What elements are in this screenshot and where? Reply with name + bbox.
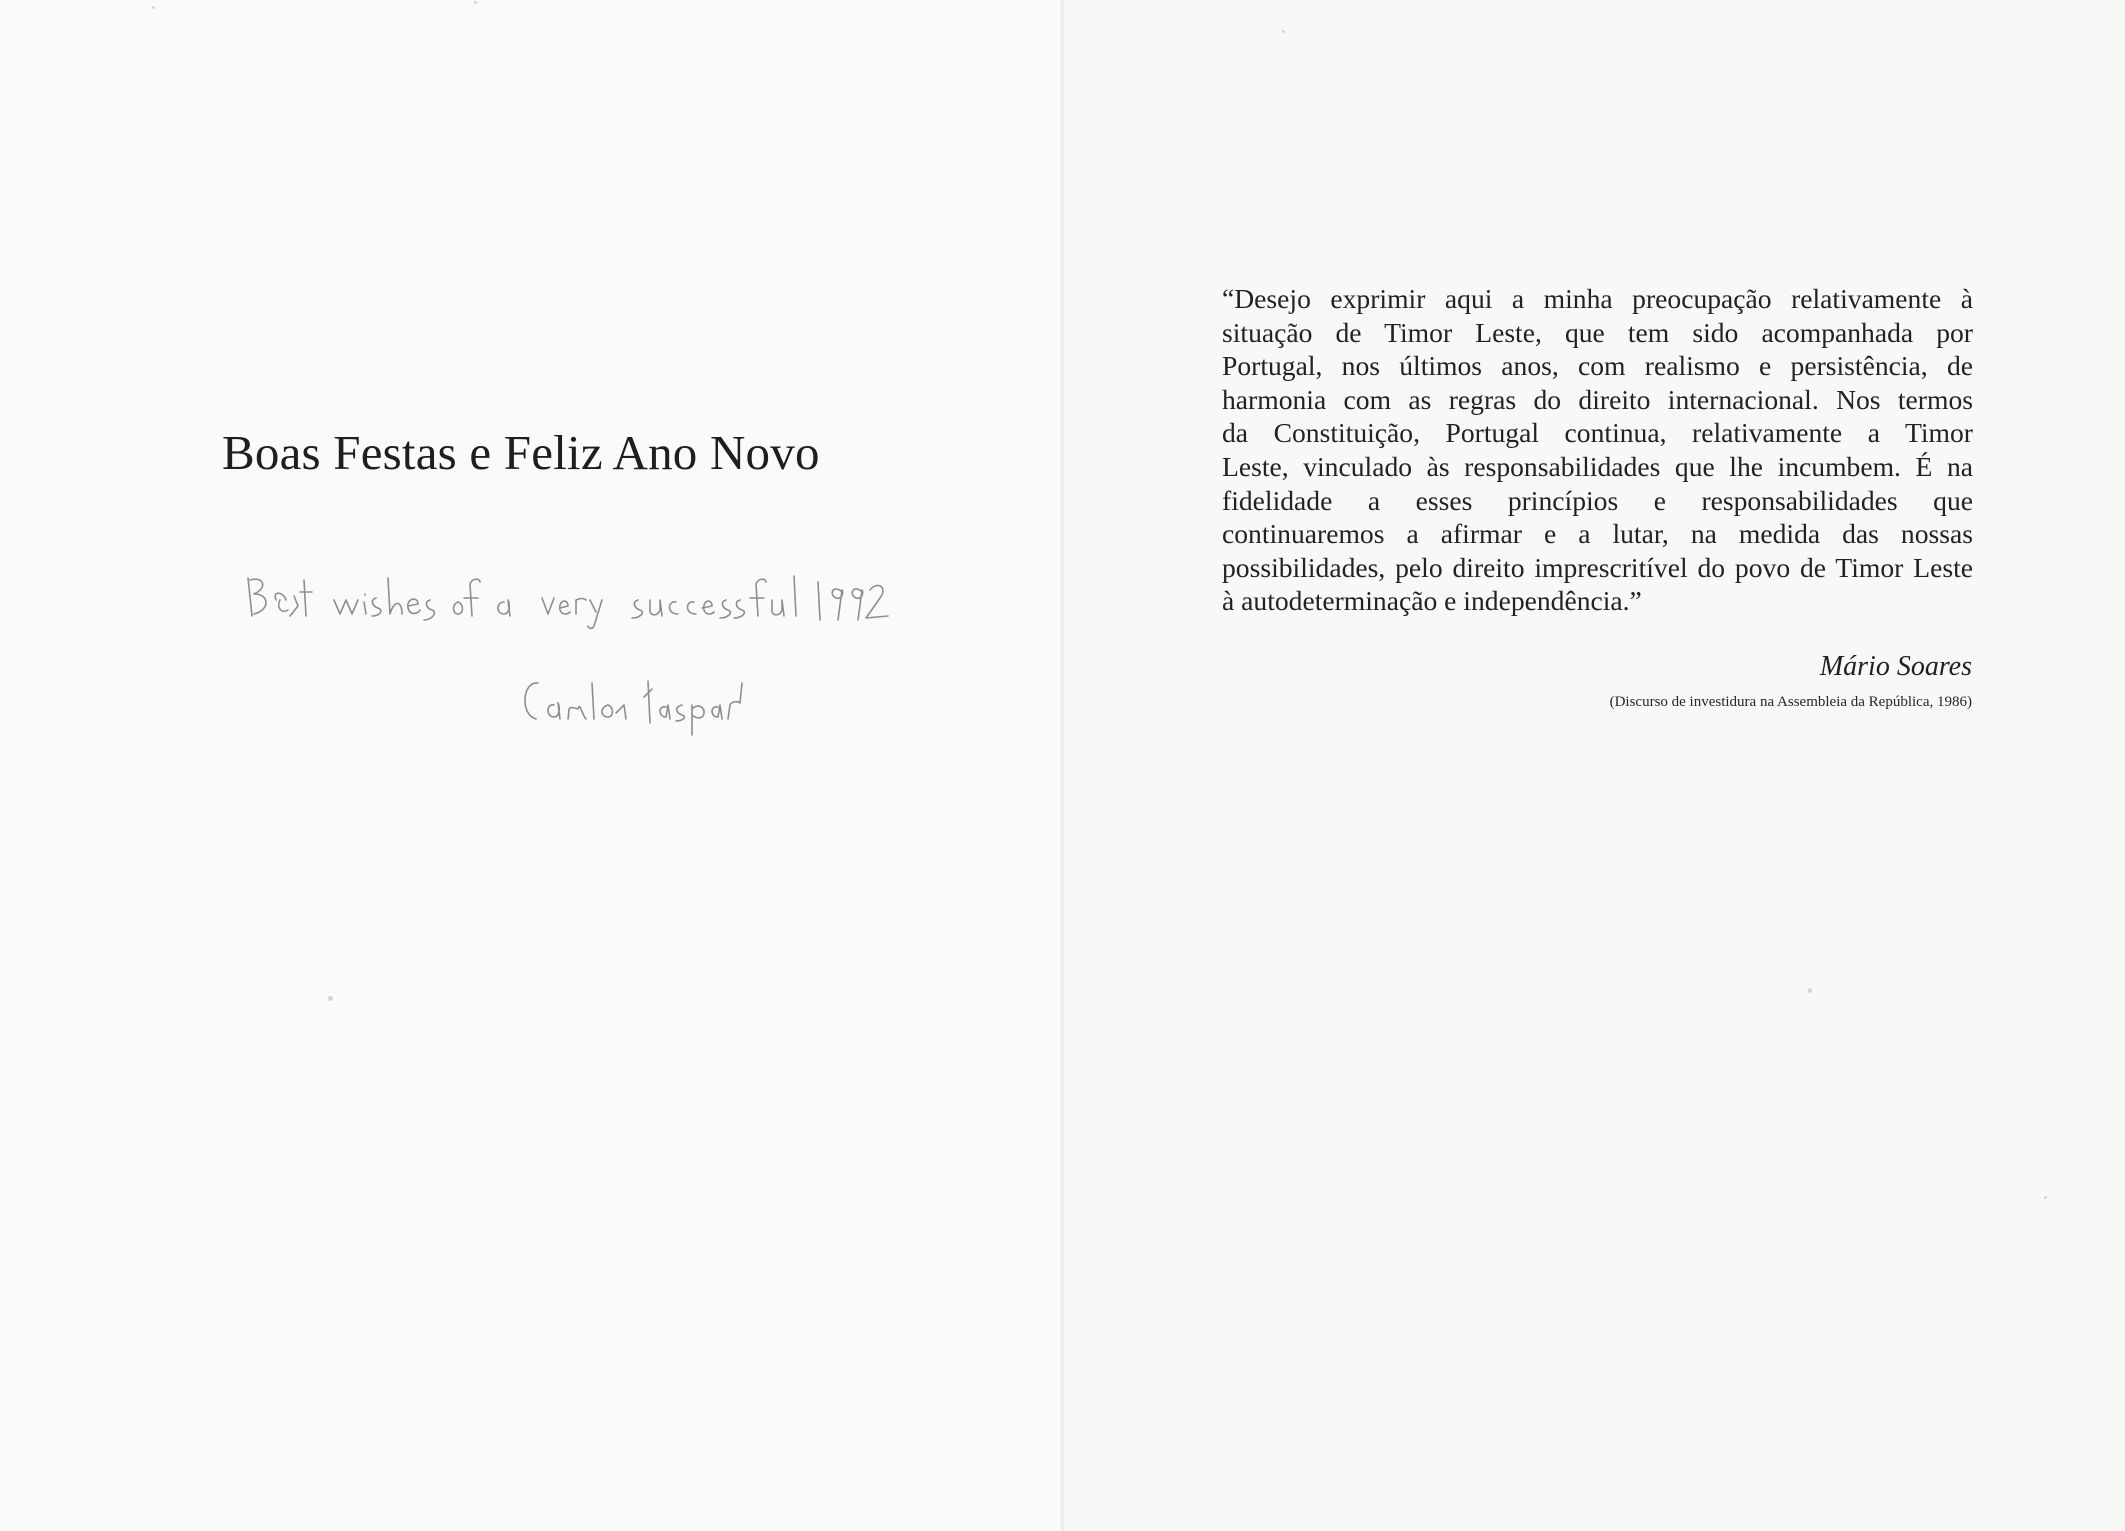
handwritten-message	[246, 570, 866, 630]
quote-block	[1222, 282, 1973, 618]
paper-speck	[1282, 30, 1285, 33]
paper-speck	[152, 6, 155, 9]
quote-line: “Desejo exprimir aqui a minha preocupação relativamente à	[1222, 283, 1973, 314]
quote-line: da Constituição, Portugal continua, relativamente a Timor	[1222, 417, 1973, 449]
greeting-title: Boas Festas e Feliz Ano Novo	[222, 425, 820, 480]
quote-line: Leste, vinculado às responsabilidades que lhe incumbem. É na	[1222, 450, 1973, 482]
handwritten-signature	[520, 675, 760, 735]
quote-line: fidelidade a esses princípios e responsabilidades que	[1222, 484, 1973, 516]
paper-speck	[474, 1, 477, 4]
right-panel	[1064, 0, 2125, 1531]
paper-speck	[2044, 1196, 2047, 1199]
quote-author: Mário Soares	[1819, 651, 1972, 682]
paper-speck	[328, 996, 333, 1001]
quote-line: continuaremos a afirmar e a lutar, na medida das nossas	[1222, 518, 1973, 550]
quote-line: Portugal, nos últimos anos, com realismo e persistência, de	[1222, 350, 1973, 382]
quote-line: possibilidades, pelo direito imprescritível do povo de Timor Leste	[1222, 551, 1973, 583]
handwritten-signature-drawing	[520, 675, 760, 735]
quote-source: (Discurso de investidura na Assembleia da República, 1986)	[1609, 694, 1972, 710]
quote-line: situação de Timor Leste, que tem sido acompanhada por	[1222, 316, 1973, 348]
left-panel	[0, 0, 1062, 1531]
paper-speck	[1808, 988, 1812, 993]
quote-line: à autodeterminação e independência.”	[1222, 585, 1642, 617]
handwritten-message-drawing	[246, 570, 866, 630]
quote-line: harmonia com as regras do direito internacional. Nos termos	[1222, 383, 1973, 415]
